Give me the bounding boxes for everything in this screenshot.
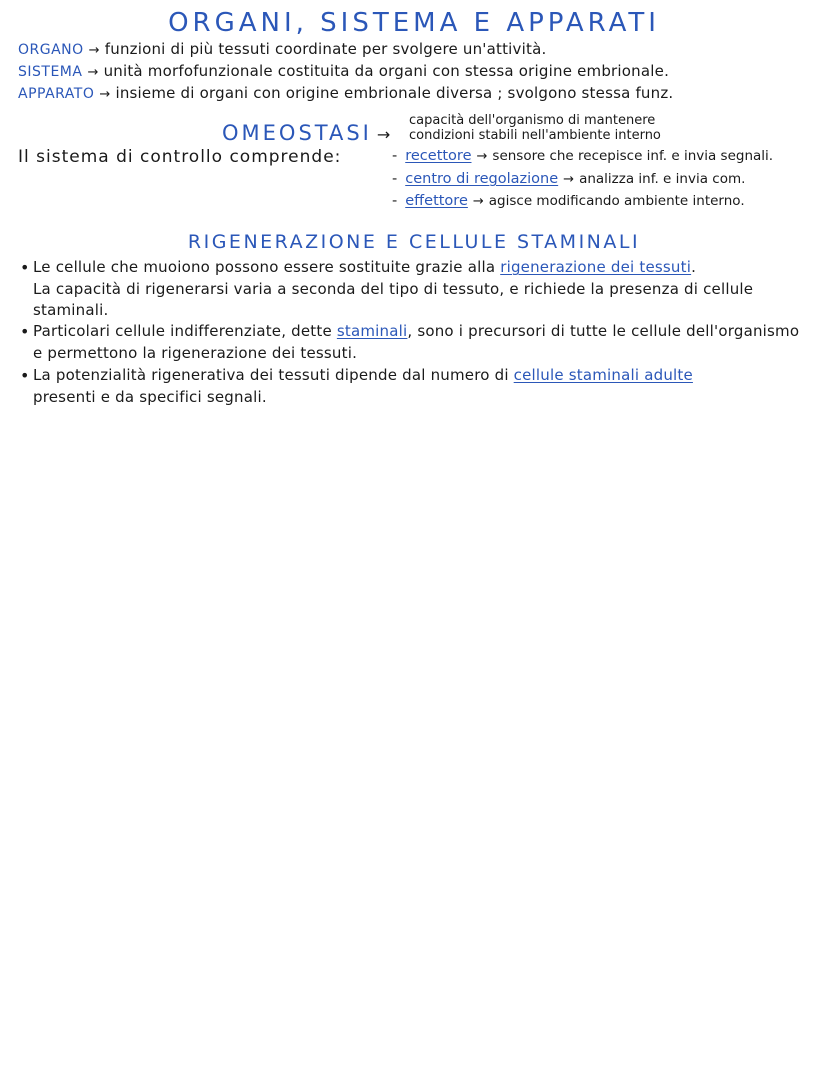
bullet1-line1 bbox=[33, 258, 696, 276]
arrow-icon: → bbox=[87, 65, 99, 80]
control-component-centro bbox=[392, 171, 745, 187]
bullet3-line1 bbox=[33, 366, 693, 384]
control-component-effettore bbox=[392, 193, 745, 209]
control-system-label: Il sistema di controllo comprende: bbox=[18, 147, 342, 167]
page-title: ORGANI, SISTEMA E APPARATI bbox=[168, 8, 660, 38]
omeostasi-definition bbox=[409, 113, 661, 143]
component-name: centro di regolazione bbox=[405, 171, 559, 187]
definition-apparato bbox=[18, 84, 673, 102]
highlight-staminali: staminali bbox=[336, 322, 408, 340]
definition-text: unità morfofunzionale costituita da organi con stessa origine embrionale. bbox=[103, 62, 670, 80]
omeostasi-word: OMEOSTASI bbox=[222, 121, 372, 145]
text: La potenzialità rigenerativa dei tessuti dipende dal numero di bbox=[33, 366, 509, 384]
arrow-icon: → bbox=[476, 149, 488, 164]
text: , sono i precursori di tutte le cellule dell'organismo bbox=[407, 322, 800, 340]
term-sistema: SISTEMA bbox=[18, 64, 83, 80]
bullet-icon: • bbox=[20, 258, 30, 277]
highlight-cellule-staminali-adulte: cellule staminali adulte bbox=[513, 366, 693, 384]
dash: - bbox=[392, 148, 398, 164]
bullet1-line2: La capacità di rigenerarsi varia a seconda del tipo di tessuto, e richiede la presenza di cellule bbox=[33, 280, 754, 298]
definition-text: funzioni di più tessuti coordinate per svolgere un'attività. bbox=[104, 40, 547, 58]
omeostasi-definition-line2: condizioni stabili nell'ambiente interno bbox=[409, 128, 661, 143]
component-name: effettore bbox=[405, 193, 468, 209]
dash: - bbox=[392, 193, 398, 209]
component-desc: sensore che recepisce inf. e invia segnali. bbox=[492, 148, 774, 164]
arrow-icon: → bbox=[376, 125, 391, 144]
omeostasi-definition-line1: capacità dell'organismo di mantenere bbox=[409, 113, 656, 128]
control-component-recettore bbox=[392, 148, 773, 164]
omeostasi-heading bbox=[222, 121, 395, 145]
definition-text: insieme di organi con origine embrionale diversa ; svolgono stessa funz. bbox=[115, 84, 674, 102]
bullet2-line1 bbox=[33, 322, 799, 340]
dash: - bbox=[392, 171, 398, 187]
arrow-icon: → bbox=[99, 87, 111, 102]
bullet2-line2: e permettono la rigenerazione dei tessuti. bbox=[33, 344, 358, 362]
component-name: recettore bbox=[405, 148, 472, 164]
bullet-icon: • bbox=[20, 322, 30, 341]
text: . bbox=[691, 258, 697, 276]
arrow-icon: → bbox=[563, 172, 575, 187]
definition-organo bbox=[18, 40, 546, 58]
text: Le cellule che muoiono possono essere sostituite grazie alla bbox=[33, 258, 496, 276]
bullet1-line3: staminali. bbox=[33, 301, 109, 319]
term-apparato: APPARATO bbox=[18, 86, 95, 102]
highlight-rigenerazione: rigenerazione dei tessuti bbox=[500, 258, 692, 276]
bullet3-line2: presenti e da specifici segnali. bbox=[33, 388, 267, 406]
arrow-icon: → bbox=[472, 194, 484, 209]
text: Particolari cellule indifferenziate, dette bbox=[33, 322, 332, 340]
section-title-rigenerazione: RIGENERAZIONE E CELLULE STAMINALI bbox=[187, 231, 641, 253]
term-organo: ORGANO bbox=[18, 42, 84, 58]
component-desc: agisce modificando ambiente interno. bbox=[488, 193, 745, 209]
definition-sistema bbox=[18, 62, 669, 80]
component-desc: analizza inf. e invia com. bbox=[579, 171, 746, 187]
bullet-icon: • bbox=[20, 366, 30, 385]
arrow-icon: → bbox=[88, 43, 100, 58]
